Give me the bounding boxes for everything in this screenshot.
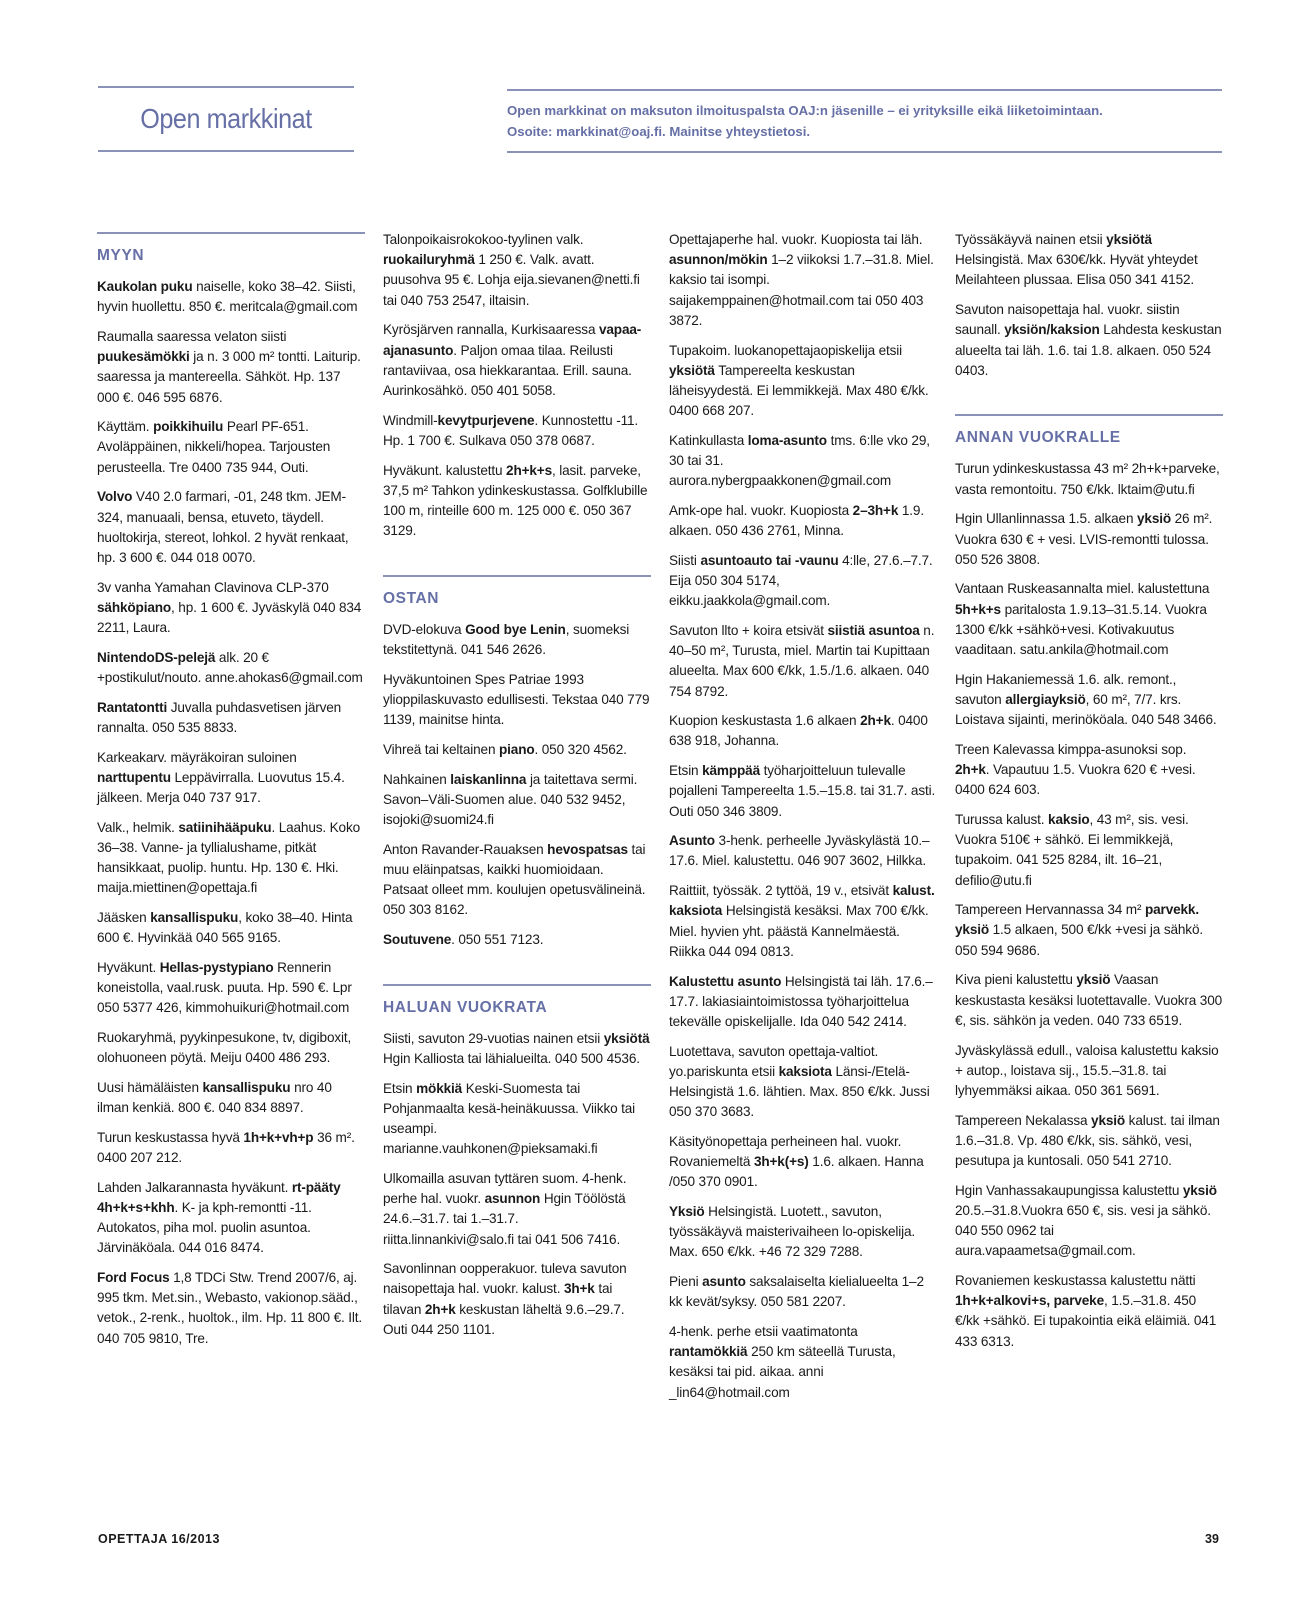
classified-ad: [97, 1028, 365, 1068]
ad-text: Valk., helmik.: [97, 819, 179, 835]
ad-text: Turussa kalust.: [955, 811, 1049, 827]
classified-ad: [383, 620, 651, 660]
ad-text: 1.6. alkaen. Hanna /050 370 0901.: [669, 1154, 924, 1190]
ad-keyword: satiinihääpuku: [178, 819, 272, 835]
classified-ad: [955, 230, 1223, 291]
section-spacer: [383, 551, 651, 575]
column-2: [383, 230, 651, 1350]
ad-text: 1–2 viikoksi 1.7.–31.8. Miel. kaksio tai isompi. saijakemppainen@hotmail.com tai 050 403 3872.: [669, 252, 934, 328]
ad-keyword: Hellas-pystypiano: [159, 959, 274, 975]
ad-keyword: yksiö: [1137, 511, 1172, 527]
classified-ad: [955, 300, 1223, 381]
classified-ad: [955, 970, 1223, 1031]
ad-keyword: asunnon: [484, 1191, 541, 1207]
ad-text: naiselle, koko 38–42. Siisti, hyvin huollettu. 850 €. meritcala@gmail.com: [97, 279, 358, 315]
classified-ad: [383, 1169, 651, 1250]
ad-text: Tampereen Nekalassa: [955, 1112, 1092, 1128]
ad-text: Etsin: [669, 763, 703, 779]
ad-keyword: asunnon/mökin: [669, 252, 768, 268]
ad-text: , 60 m², 7/7. krs. Loistava sijainti, merinököala. 040 548 3466.: [955, 691, 1217, 728]
ad-text: 1,8 TDCi Stw. Trend 2007/6, aj. 995 tkm. Met.sin., Webasto, vakionop.sääd., vetok., 2-renk., huoltok., ilm. Hp. 11 800 €. Ilt. 040 705 9810, Tre.: [97, 1270, 363, 1346]
classified-ad: [97, 487, 365, 568]
classified-ad: [97, 958, 365, 1019]
ad-keyword: 3h+k: [563, 1281, 595, 1297]
ad-text: Hgin Töölöstä 24.6.–31.7. tai 1.–31.7. riitta.linnankivi@salo.fi tai 041 506 7416.: [383, 1191, 626, 1247]
ad-text: Lahdesta keskustan alueelta tai läh. 1.6. tai 1.8. alkaen. 050 524 0403.: [955, 322, 1222, 378]
ad-text: alk. 20 €+postikulut/nouto. anne.ahokas6@gmail.com: [97, 649, 363, 685]
ad-text: Opettajaperhe hal. vuokr. Kuopiosta tai läh.: [669, 232, 923, 247]
section-divider: [955, 414, 1223, 416]
classified-ad: [669, 1272, 937, 1312]
classified-ad: [669, 831, 937, 871]
section-divider: [97, 232, 365, 234]
classified-ad: [955, 579, 1223, 660]
ad-keyword: Soutuvene: [383, 931, 452, 947]
classified-ad: [955, 1271, 1223, 1352]
classified-ad: [955, 459, 1223, 499]
ad-keyword: kansallispuku: [150, 909, 239, 925]
ad-keyword: 2–3h+k: [852, 502, 899, 518]
ad-text: 26 m². Vuokra 630 € + vesi. LVIS-remontti tulossa. 050 526 3808.: [955, 511, 1213, 567]
ad-text: Luotettava, savuton opettaja-valtiot. yo.pariskunta etsii: [669, 1043, 879, 1079]
ad-text: Etsin: [383, 1080, 417, 1096]
ad-text: , suomeksi tekstitettynä. 041 546 2626.: [383, 621, 630, 658]
ad-keyword: 2h+k+s: [506, 462, 552, 478]
classified-ad: [383, 930, 651, 950]
ad-text: Savuton llto + koira etsivät: [669, 622, 828, 638]
classified-ad: [669, 1322, 937, 1403]
ad-keyword: laiskanlinna: [450, 771, 527, 787]
classified-ad: [97, 818, 365, 899]
classified-ad: [383, 1029, 651, 1069]
section-divider: [383, 575, 651, 577]
ad-keyword: Asunto: [669, 833, 715, 849]
ad-text: Hgin Kalliosta tai lähialueilta. 040 500 4536.: [383, 1050, 640, 1066]
ad-keyword: kevytpurjevene: [437, 412, 535, 428]
ad-text: Siisti: [669, 552, 701, 568]
ad-text: Hyväkunt.: [97, 959, 160, 975]
classified-ad: [669, 881, 937, 962]
ad-text: Uusi hämäläisten: [97, 1079, 203, 1095]
classified-ad: [97, 698, 365, 738]
ad-text: Hyväkuntoinen Spes Patriae 1993 ylioppilaskuvasto edullisesti. Tekstaa 040 779 1139, mainitse hinta.: [383, 671, 650, 728]
ad-text: . Paljon omaa tilaa. Reilusti rantaviivaa, osa hiekkarantaa. Erill. sauna. Aurinkosähkö. 050 401 5058.: [383, 342, 632, 398]
ad-text: 1 250 €. Valk. avatt. puusohva 95 €. Lohja eija.sievanen@netti.fi tai 040 753 2547, iltaisin.: [383, 252, 640, 308]
classified-ad: [97, 908, 365, 948]
intro-line-2: Osoite: markkinat@oaj.fi. Mainitse yhteystietosi.: [507, 124, 811, 139]
section-spacer: [955, 390, 1223, 414]
ad-keyword: yksiötä: [1106, 232, 1152, 247]
ad-keyword: yksiön/kaksion: [1004, 322, 1100, 338]
ad-text: Kuopion keskustasta 1.6 alkaen: [669, 713, 861, 729]
classified-ad: [383, 670, 651, 731]
ad-text: Leppävirralla. Luovutus 15.4. jälkeen. Merja 040 737 917.: [97, 769, 345, 805]
classified-ad: [955, 810, 1223, 891]
classified-ad: [669, 431, 937, 492]
ad-text: Rovaniemen keskustassa kalustettu nätti: [955, 1273, 1196, 1289]
section-heading-ostan: OSTAN: [383, 589, 440, 607]
ad-text: Lahden Jalkarannasta hyväkunt.: [97, 1179, 292, 1195]
ad-keyword: parvekk. yksiö: [955, 902, 1199, 938]
ad-text: Keski-Suomesta tai Pohjanmaalta kesä-heinäkuussa. Viikko tai useampi. marianne.vauhkonen@pieksamaki.fi: [383, 1080, 636, 1157]
header-intro-box: [507, 89, 1222, 153]
ad-text: Käyttäm.: [97, 419, 154, 435]
ad-text: . Kunnostettu -11. Hp. 1 700 €. Sulkava 050 378 0687.: [383, 412, 639, 448]
ad-text: Raumalla saaressa velaton siisti: [97, 328, 287, 344]
ad-text: Vantaan Ruskeasannalta miel. kalustettuna: [955, 581, 1210, 597]
ad-text: Jääsken: [97, 909, 151, 925]
ad-keyword: hevospatsas: [547, 841, 628, 857]
ad-text: Karkeakarv. mäyräkoiran suloinen: [97, 749, 297, 765]
ad-text: Amk-ope hal. vuokr. Kuopiosta: [669, 502, 853, 518]
classified-ad: [669, 972, 937, 1033]
ad-keyword: ruokailuryhmä: [383, 252, 475, 268]
ad-text: kalust. tai ilman 1.6.–31.8. Vp. 480 €/kk, sis. sähkö, vesi, pesutupa ja kuntosali. 050 541 2710.: [955, 1112, 1220, 1169]
ad-text: 1.5 alkaen, 500 €/kk +vesi ja sähkö. 050 594 9686.: [955, 922, 1203, 958]
ad-text: . 050 320 4562.: [534, 741, 627, 757]
classified-ad: [97, 327, 365, 408]
ad-text: 250 km säteellä Turusta, kesäksi tai pid. aikaa. anni _lin64@hotmail.com: [669, 1344, 896, 1400]
ad-keyword: Rantatontti: [97, 699, 168, 715]
ad-text: , lasit. parveke, 37,5 m² Tahkon ydinkeskustassa. Golfklubille 100 m, rinteille 600 m. 125 000 €. 050 367 3129.: [383, 462, 648, 539]
ad-keyword: mökkiä: [416, 1080, 463, 1096]
publication-issue: OPETTAJA 16/2013: [98, 1532, 220, 1546]
ad-keyword: allergiayksiö: [1005, 691, 1086, 707]
ad-keyword: yksiö: [1076, 972, 1111, 988]
ad-text: nro 40 ilman kenkiä. 800 €. 040 834 8897.: [97, 1079, 332, 1116]
classified-ad: [669, 711, 937, 751]
ad-keyword: NintendoDS-pelejä: [97, 649, 216, 665]
ad-text: Helsingistä. Max 630€/kk. Hyvät yhteydet Meilahteen plussaa. Elisa 050 341 4152.: [955, 252, 1198, 288]
ad-text: paritalosta 1.9.13–31.5.14. Vuokra 1300 €/kk +sähkö+vesi. Kotivakuutus vaaditaan. satu.ankila@hotmail.com: [955, 601, 1207, 658]
ad-text: Pieni: [669, 1274, 703, 1290]
ad-keyword: Yksiö: [669, 1204, 705, 1220]
classified-ad: [97, 648, 365, 688]
classified-ad: [97, 1078, 365, 1118]
ad-keyword: kaksio: [1048, 811, 1090, 827]
classified-ad: [383, 230, 651, 311]
ad-keyword: asuntoauto tai -vaunu: [700, 552, 839, 568]
ad-text: Vaasan keskustasta kesäksi luotettavalle. Vuokra 300 €, sis. sähkön ja veden. 040 733 6519.: [955, 972, 1223, 1028]
ad-text: tai tilavan: [383, 1281, 613, 1317]
ad-text: Tupakoim. luokanopettajaopiskelija etsii: [669, 342, 903, 358]
classified-ad: [955, 740, 1223, 801]
ad-keyword: 2h+k: [955, 762, 986, 778]
ad-keyword: kaksiota: [778, 1063, 832, 1079]
ad-keyword: asunto: [702, 1274, 746, 1290]
ad-text: Treen Kalevassa kimppa-asunoksi sop.: [955, 741, 1187, 757]
ad-text: n. 40–50 m², Turusta, miel. Martin tai Kupittaan alueelta. Max 600 €/kk, 1.5./1.6. alkaen. 040 754 8792.: [669, 622, 935, 699]
ad-text: , koko 38–40. Hinta 600 €. Hyvinkää 040 565 9165.: [97, 909, 353, 946]
classified-ad: [97, 1178, 365, 1259]
ad-text: Raittiit, työssäk. 2 tyttöä, 19 v., etsivät: [669, 883, 893, 899]
ad-text: Hgin Vanhassakaupungissa kalustettu: [955, 1182, 1183, 1198]
ad-text: Nahkainen: [383, 771, 451, 787]
ad-text: työharjoitteluun tulevalle pojalleni Tampereelta 1.5.–15.8. tai 31.7. asti. Outi 050 346 3809.: [669, 763, 936, 819]
ad-text: Juvalla puhdasvetisen järven rannalta. 050 535 8833.: [97, 699, 342, 735]
page-number: 39: [1205, 1532, 1219, 1546]
ad-text: Hgin Ullanlinnassa 1.5. alkaen: [955, 511, 1137, 527]
ad-text: , 1.5.–31.8. 450 €/kk +sähkö. Ei tupakointia eikä eläimiä. 041 433 6313.: [955, 1293, 1217, 1349]
classified-ad: [955, 900, 1223, 961]
classified-ad: [97, 1128, 365, 1168]
ad-keyword: siistiä asuntoa: [827, 622, 920, 638]
ad-keyword: 1h+k+alkovi+s, parveke: [955, 1293, 1104, 1309]
ad-text: keskustan läheltä 9.6.–29.7. Outi 044 250 1101.: [383, 1301, 625, 1337]
ad-text: V40 2.0 farmari, -01, 248 tkm. JEM-324, manuaali, bensa, etuveto, täydell. huoltokirja, stereot, lohkol. 2 hyvät renkaat, hp. 3 600 €. 044 018 0070.: [97, 489, 349, 565]
ad-keyword: piano: [499, 741, 535, 757]
ad-text: Tampereelta keskustan läheisyydestä. Ei lemmikkejä. Max 480 €/kk. 0400 668 207.: [669, 362, 929, 419]
ad-text: , hp. 1 600 €. Jyväskylä 040 834 2211, Laura.: [97, 599, 362, 636]
ad-keyword: yksiötä: [603, 1030, 650, 1046]
ad-text: Helsingistä kesäksi. Max 700 €/kk. Miel. hyvien yht. päästä Kannelmäestä. Riikka 044 094 0813.: [669, 903, 929, 959]
intro-line-1: Open markkinat on maksuton ilmoituspalsta OAJ:n jäsenille – ei yrityksille eikä liiketoimintaan.: [507, 103, 1103, 118]
ad-text: . Vapautuu 1.5. Vuokra 620 € +vesi. 0400 624 603.: [955, 762, 1196, 798]
ad-text: 36 m². 0400 207 212.: [97, 1129, 355, 1166]
ad-text: 3v vanha Yamahan Clavinova CLP-370: [97, 579, 329, 595]
ad-keyword: puukesämökki: [97, 349, 190, 365]
ad-text: Jyväskylässä edull., valoisa kalustettu kaksio + autop., loistava sij., 15.5.–31.8. tai lyhyemmäksi aikaa. 050 361 5691.: [955, 1042, 1219, 1098]
ad-text: Vihreä tai keltainen: [383, 741, 500, 757]
ad-text: 4:lle, 27.6.–7.7. Eija 050 304 5174, eikku.jaakkola@gmail.com.: [669, 552, 933, 609]
classified-ad: [955, 1181, 1223, 1262]
ad-text: Hgin Hakaniemessä 1.6. alk. remont., savuton: [955, 671, 1177, 707]
header-title-box: [98, 86, 354, 152]
ad-text: 4-henk. perhe etsii vaatimatonta: [669, 1324, 858, 1340]
ad-keyword: Good bye Lenin: [465, 621, 566, 637]
ad-keyword: yksiötä: [669, 362, 715, 378]
classified-ad: [97, 1268, 365, 1349]
ad-text: Hyväkunt. kalustettu: [383, 462, 507, 478]
ad-text: Talonpoikaisrokokoo-tyylinen valk.: [383, 232, 584, 247]
ad-text: Länsi-/Etelä-Helsingistä 1.6. lähtien. Max. 850 €/kk. Jussi 050 370 3683.: [669, 1063, 930, 1120]
ad-keyword: 2h+k: [860, 713, 891, 729]
ad-keyword: 3h+k(+s): [753, 1154, 809, 1170]
classified-ad: [669, 1132, 937, 1193]
classified-ad: [383, 840, 651, 921]
ad-text: Tampereen Hervannassa 34 m²: [955, 902, 1145, 918]
classified-ad: [669, 621, 937, 702]
ad-text: Käsityönopettaja perheineen hal. vuokr. Rovaniemeltä: [669, 1133, 902, 1170]
section-heading-haluan-vuokrata: HALUAN VUOKRATA: [383, 998, 548, 1016]
ad-keyword: rt-pääty 4h+k+s+khh: [97, 1179, 341, 1215]
ad-keyword: loma-asunto: [747, 432, 827, 448]
classified-ad: [383, 461, 651, 542]
ad-text: Savuton naisopettaja hal. vuokr. siistin saunall.: [955, 302, 1180, 338]
ad-text: Ruokaryhmä, pyykinpesukone, tv, digiboxit, olohuoneen pöytä. Meiju 0400 486 293.: [97, 1030, 352, 1066]
intro-text: [507, 100, 1222, 142]
section-spacer: [383, 960, 651, 984]
ad-keyword: narttupentu: [97, 769, 171, 785]
page-title: Open markkinat: [140, 103, 312, 134]
column-3: [669, 230, 937, 1412]
ad-text: Windmill-: [383, 412, 438, 428]
classified-ad: [669, 551, 937, 612]
ad-keyword: Volvo: [97, 489, 133, 505]
ad-text: Siisti, savuton 29-vuotias nainen etsii: [383, 1030, 604, 1046]
classified-ad: [669, 230, 937, 331]
classified-ad: [97, 277, 365, 317]
classified-ad: [383, 1259, 651, 1340]
ad-keyword: Kaukolan puku: [97, 279, 193, 294]
ad-text: Ulkomailla asuvan tyttären suom. 4-henk. perhe hal. vuokr.: [383, 1170, 627, 1207]
ad-keyword: vapaa-ajanasunto: [383, 322, 642, 358]
ad-keyword: Kalustettu asunto: [669, 973, 782, 989]
section-heading-myyn: MYYN: [97, 247, 145, 264]
ad-keyword: Ford Focus: [97, 1270, 170, 1286]
ad-text: Helsingistä tai läh. 17.6.–17.7. lakiasiaintoimistossa työharjoittelua tekevälle opiskelijalle. Ida 040 542 2414.: [669, 973, 933, 1029]
ad-keyword: kansallispuku: [202, 1079, 291, 1095]
classified-ad: [383, 740, 651, 760]
classified-ad: [669, 1202, 937, 1263]
ad-keyword: yksiö: [1182, 1182, 1217, 1198]
classified-ad: [669, 761, 937, 822]
classified-ad: [669, 341, 937, 422]
classified-ad: [955, 509, 1223, 570]
ad-text: Katinkullasta: [669, 432, 748, 448]
classified-ad: [97, 417, 365, 478]
classified-ad: [669, 501, 937, 541]
ad-text: , 43 m², sis. vesi. Vuokra 510€ + sähkö. Ei lemmikkejä, tupakoim. 041 525 8284, ilt. 16–21, defilio@utu.fi: [955, 811, 1189, 888]
classified-ad: [383, 320, 651, 401]
section-divider: [383, 984, 651, 986]
classified-ad: [97, 748, 365, 809]
ad-text: Anton Ravander-Rauaksen: [383, 841, 548, 857]
classified-ad: [97, 578, 365, 639]
classified-ad: [669, 1042, 937, 1123]
ad-keyword: kalust. kaksiota: [669, 883, 935, 919]
ad-text: . K- ja kph-remontti -11. Autokatos, piha mol. puolin asuntoa. Järvinäköala. 044 016 8474.: [97, 1199, 312, 1256]
ad-keyword: sähköpiano: [97, 599, 172, 615]
ad-text: 1.9. alkaen. 050 436 2761, Minna.: [669, 502, 924, 539]
ad-text: 3-henk. perheelle Jyväskylästä 10.–17.6. Miel. kalustettu. 046 907 3602, Hilkka.: [669, 833, 930, 869]
ad-keyword: rantamökkiä: [669, 1344, 748, 1360]
ad-text: . Laahus. Koko 36–38. Vanne- ja tyllialushame, pitkät hansikkaat, puolip. huntu. Hp. 130 €. Hki. maija.miettinen@opettaja.fi: [97, 819, 361, 896]
ad-keyword: 2h+k: [424, 1301, 456, 1317]
ad-text: saksalaiselta kielialueelta 1–2 kk kevät/syksy. 050 581 2207.: [669, 1274, 924, 1310]
ad-keyword: poikkihuilu: [153, 419, 224, 435]
column-1: [97, 232, 365, 1358]
ad-text: DVD-elokuva: [383, 621, 466, 637]
ad-text: Kiva pieni kalustettu: [955, 972, 1077, 988]
ad-keyword: yksiö: [1091, 1112, 1126, 1128]
classified-ad: [383, 411, 651, 451]
section-heading-annan-vuokralle: ANNAN VUOKRALLE: [955, 429, 1121, 447]
ad-text: Turun keskustassa hyvä: [97, 1129, 244, 1145]
classified-ad: [955, 670, 1223, 731]
ad-text: Pearl PF-651. Avoläppäinen, nikkeli/hopea. Tarjousten perusteella. Tre 0400 735 944, Outi.: [97, 419, 331, 475]
ad-text: ja taitettava sermi. Savon–Väli-Suomen alue. 040 532 9452, isojoki@suomi24.fi: [383, 771, 638, 827]
column-4: [955, 230, 1223, 1361]
classified-ad: [383, 1079, 651, 1160]
ad-text: tms. 6:lle vko 29, 30 tai 31. aurora.nybergpaakkonen@gmail.com: [669, 432, 930, 489]
ad-text: Työssäkäyvä nainen etsii: [955, 232, 1107, 247]
ad-text: ja n. 3 000 m² tontti. Laiturip. saaressa ja mantereella. Sähköt. Hp. 137 000 €. 046 595 6876.: [97, 349, 361, 405]
ad-text: 20.5.–31.8.Vuokra 650 €, sis. vesi ja sähkö. 040 550 0962 tai aura.vapaametsa@gmail.com.: [955, 1202, 1211, 1259]
ad-text: Rennerin koneistolla, vaal.rusk. puuta. Hp. 590 €. Lpr 050 5377 426, kimmohuikuri@hotmail.com: [97, 959, 352, 1016]
classified-ad: [955, 1041, 1223, 1102]
ad-keyword: kämppää: [702, 763, 760, 779]
ad-text: Turun ydinkeskustassa 43 m² 2h+k+parveke, vasta remontoitu. 750 €/kk. lktaim@utu.fi: [955, 461, 1220, 497]
ad-text: Savonlinnan oopperakuor. tuleva savuton naisopettaja hal. vuokr. kalust.: [383, 1261, 627, 1297]
classified-ad: [383, 770, 651, 831]
ad-text: Kyrösjärven rannalla, Kurkisaaressa: [383, 322, 599, 338]
ad-text: . 050 551 7123.: [451, 931, 544, 947]
ad-keyword: 1h+k+vh+p: [243, 1129, 314, 1145]
classified-ad: [955, 1111, 1223, 1172]
ad-text: Helsingistä. Luotett., savuton, työssäkäyvä maisterivaiheen lo-opiskelija. Max. 650 €/kk. +46 72 329 7288.: [669, 1204, 916, 1260]
ad-text: . 0400 638 918, Johanna.: [669, 713, 928, 749]
ad-text: tai muu eläinpatsas, kaikki huomioidaan. Patsaat olleet mm. koulujen opetusvälineinä. 050 303 8162.: [383, 841, 646, 918]
ad-keyword: 5h+k+s: [955, 601, 1001, 617]
